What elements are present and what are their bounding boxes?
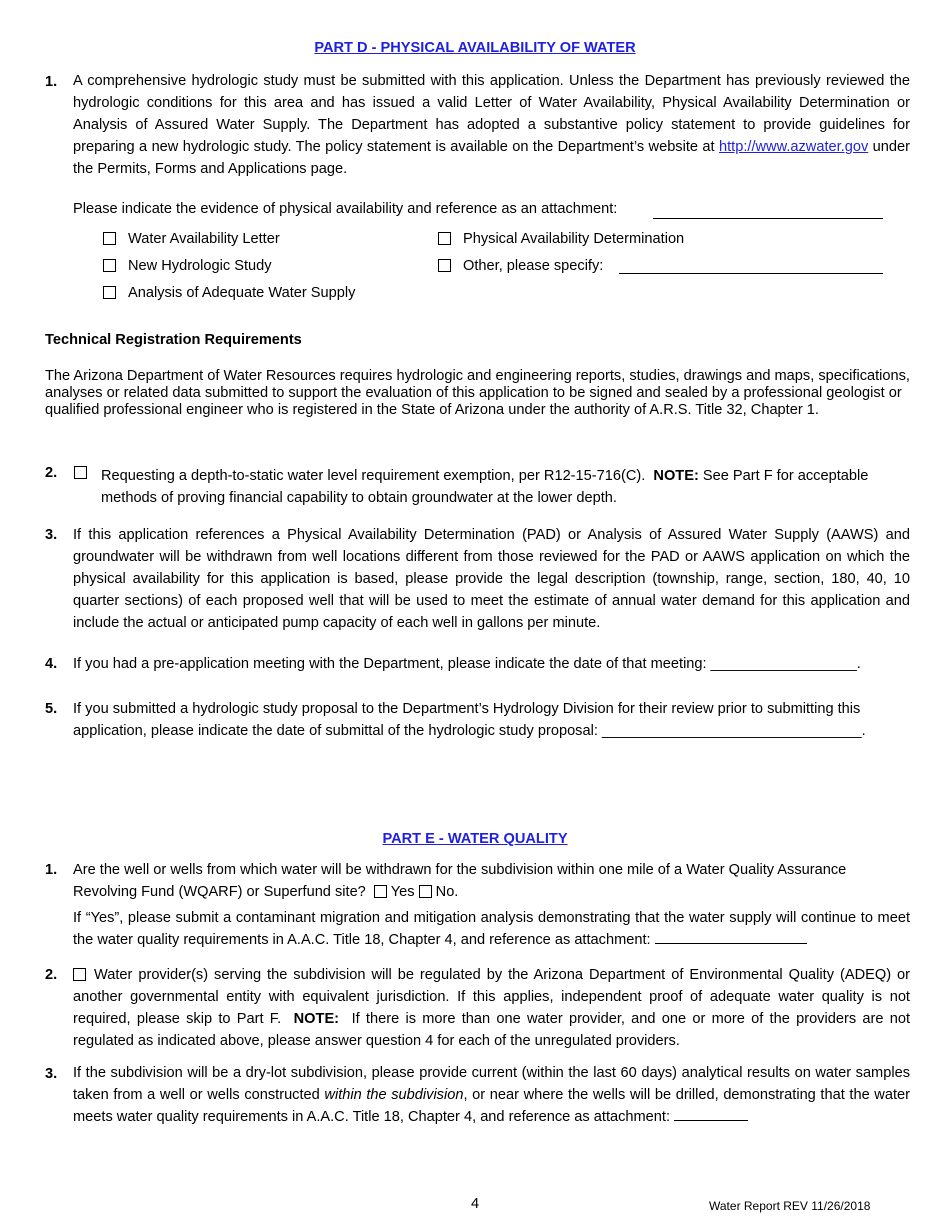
question-number: 2. [45,465,58,481]
part-e-q2-text: Water provider(s) serving the subdivision will be regulated by the Arizona Department of Environmental Quality (ADEQ) or another governmental entity with equivalent jurisdiction. If this applies, independent proof of adequate water quality is not required, please skip to Part F. NOTE: If there is more than one water provider, and one or more of the providers are not regulated as indicated above, please answer question 4 for each of the unregulated providers. [73,967,911,1049]
tech-registration-text: The Arizona Department of Water Resources requires hydrologic and engineering reports, studies, drawings and maps, specifications, analyses or related data submitted to support the evaluation of this application to be signed and sealed by a professional geologist or qualified professional engineer who is registered in the State of Arizona under the authority of A.R.S. Title 32, Chapter 1. [45,368,910,418]
checkbox[interactable] [103,259,116,272]
part-d-title: PART D - PHYSICAL AVAILABILITY OF WATER [314,40,636,56]
option-physical-availability-determination[interactable]: Physical Availability Determination [438,231,684,247]
question-number: 5. [45,701,58,717]
question-number: 4. [45,656,58,672]
page-number: 4 [470,1196,480,1212]
option-other[interactable]: Other, please specify: [438,258,603,274]
part-d-q1-text: A comprehensive hydrologic study must be submitted with this application. Unless the Department has previously reviewed the hydrologic conditions for this area and has issued a valid Letter of Water Availability, Physical Availability Determination or Analysis of Assured Water Supply. The Department has adopted a substantive policy statement to provide guidelines for preparing a new hydrologic study. The policy statement is available on the Department’s website at http://www.azwater.gov under the Permits, Forms and Applications page. [73,73,910,177]
contaminant-attachment-field[interactable] [655,943,807,944]
azwater-link[interactable]: http://www.azwater.gov [719,139,869,155]
question-number: 1. [45,74,58,90]
revision-label: Water Report REV 11/26/2018 [709,1199,871,1213]
part-d-q3-text: If this application references a Physical Availability Determination (PAD) or Analysis of Assured Water Supply (AAWS) and groundwater will be withdrawn from well locations different from those reviewed for the PAD or AAWS application on which the physical availability for this application is based, please provide the legal description (township, range, section, 180, 40, 10 quarter sections) of each proposed well that will be used to meet the estimate of annual water demand for this application and include the actual or anticipated pump capacity of each well in gallons per minute. [73,527,910,631]
part-d-q4-text: If you had a pre-application meeting with the Department, please indicate the date of that meeting: __________________. [73,656,861,672]
option-new-hydrologic-study[interactable]: New Hydrologic Study [103,258,272,274]
option-water-availability-letter[interactable]: Water Availability Letter [103,231,280,247]
question-number: 2. [45,967,58,983]
yes-checkbox[interactable] [374,885,387,898]
evidence-attachment-field[interactable] [653,218,883,219]
question-number: 1. [45,862,58,878]
checkbox[interactable] [103,232,116,245]
part-e-title: PART E - WATER QUALITY [382,831,568,847]
checkbox[interactable] [103,286,116,299]
checkbox[interactable] [438,259,451,272]
part-d-q5-text: If you submitted a hydrologic study proposal to the Department’s Hydrology Division for their review prior to submitting this application, please indicate the date of submittal of the hydrologic study proposal: ________________________________. [73,701,866,739]
part-d-q2-text: Requesting a depth-to-static water level requirement exemption, per R12-15-716(C). NOTE: See Part F for acceptable methods of proving financial capability to obtain groundwater at the lower depth. [101,468,869,506]
checkbox[interactable] [438,232,451,245]
option-analysis-adequate-water-supply[interactable]: Analysis of Adequate Water Supply [103,285,355,301]
part-e-q1-followup: If “Yes”, please submit a contaminant migration and mitigation analysis demonstrating that the water supply will continue to meet the water quality requirements in A.A.C. Title 18, Chapter 4, and reference as attachment: [73,910,910,948]
evidence-prompt: Please indicate the evidence of physical availability and reference as an attachment: [73,201,618,217]
question-number: 3. [45,527,58,543]
water-quality-attachment-field[interactable] [674,1120,748,1121]
part-e-q1-text: Are the well or wells from which water will be withdrawn for the subdivision within one mile of a Water Quality Assurance Revolving Fund (WQARF) or Superfund site? Yes No. [73,862,847,900]
regulated-provider-checkbox[interactable] [73,968,86,981]
question-number: 3. [45,1066,58,1082]
part-e-q3-text: If the subdivision will be a dry-lot subdivision, please provide current (within the last 60 days) analytical results on water samples taken from a well or wells constructed within the subdivision, or near where the wells will be drilled, demonstrating that the water meets water quality requirements in A.A.C. Title 18, Chapter 4, and reference as attachment: [73,1065,910,1125]
depth-exemption-checkbox[interactable] [74,465,87,481]
other-specify-field[interactable] [619,273,883,274]
no-checkbox[interactable] [419,885,432,898]
tech-registration-heading: Technical Registration Requirements [45,332,302,348]
